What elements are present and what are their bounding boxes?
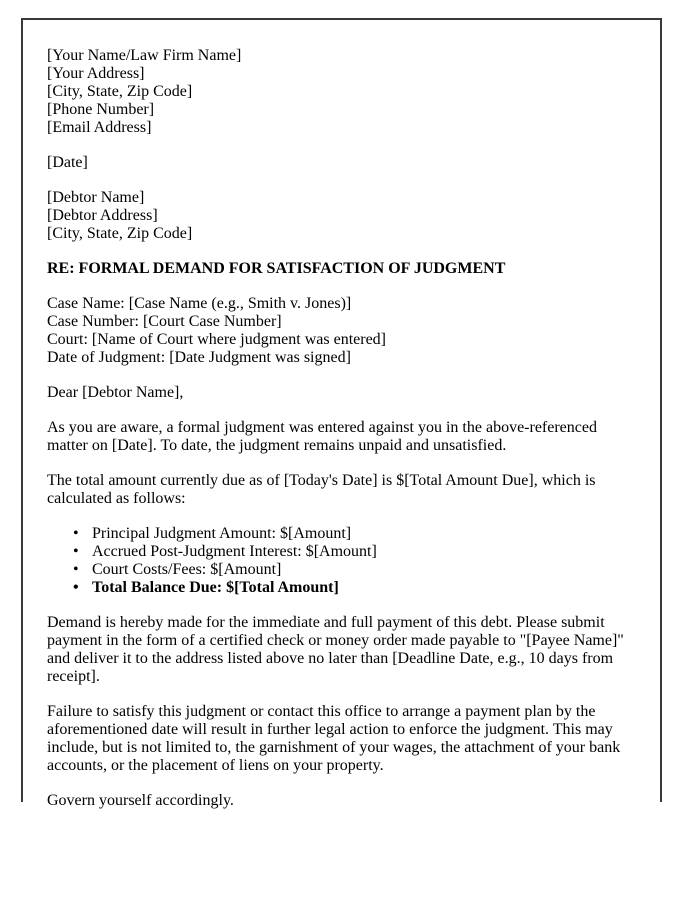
case-number-line: Case Number: [Court Case Number]	[47, 313, 282, 330]
list-item-text: Principal Judgment Amount: $[Amount]	[92, 525, 352, 542]
sender-city-line: [City, State, Zip Code]	[47, 83, 193, 100]
subject-line: RE: FORMAL DEMAND FOR SATISFACTION OF JUDGMENT	[47, 260, 506, 277]
list-item-text: Total Balance Due: $[Total Amount]	[92, 579, 339, 596]
list-item-text: Accrued Post-Judgment Interest: $[Amount]	[92, 543, 377, 560]
paragraph-closing: Govern yourself accordingly.	[47, 792, 234, 809]
list-item-court-costs	[47, 561, 627, 579]
debtor-city-line: [City, State, Zip Code]	[47, 225, 193, 242]
sender-phone-line: [Phone Number]	[47, 101, 155, 118]
bullet-icon: •	[73, 525, 79, 542]
date-line: [Date]	[47, 154, 88, 171]
debtor-address-line: [Debtor Address]	[47, 207, 158, 224]
date-of-judgment-line: Date of Judgment: [Date Judgment was signed]	[47, 349, 351, 366]
bullet-icon: •	[73, 561, 79, 578]
list-item-interest	[47, 543, 627, 561]
sender-name-line: [Your Name/Law Firm Name]	[47, 47, 242, 64]
sender-email-line: [Email Address]	[47, 119, 152, 136]
paragraph-failure-warning: Failure to satisfy this judgment or contact this office to arrange a payment plan by the aforementioned date will result in further legal action to enforce the judgment. This may include, but is not limited to, the garnishment of your wages, the attachment of your bank accounts, or the placement of liens on your property.	[47, 703, 621, 774]
salutation: Dear [Debtor Name],	[47, 384, 184, 401]
case-name-line: Case Name: [Case Name (e.g., Smith v. Jones)]	[47, 295, 352, 312]
amount-breakdown-list	[47, 525, 627, 597]
list-item-total-balance	[47, 579, 627, 597]
debtor-name-line: [Debtor Name]	[47, 189, 145, 206]
case-details-block	[47, 295, 627, 367]
bullet-icon: •	[73, 579, 79, 596]
recipient-address-block	[47, 189, 627, 243]
paragraph-demand: Demand is hereby made for the immediate and full payment of this debt. Please submit payment in the form of a certified check or money order made payable to "[Payee Name]" and deliver it to the address listed above no later than [Deadline Date, e.g., 10 days from receipt].	[47, 614, 624, 685]
sender-address-line: [Your Address]	[47, 65, 145, 82]
letter-document	[21, 18, 662, 809]
court-line: Court: [Name of Court where judgment was entered]	[47, 331, 387, 348]
sender-address-block	[47, 47, 627, 137]
list-item-principal	[47, 525, 627, 543]
paragraph-total-due: The total amount currently due as of [Today's Date] is $[Total Amount Due], which is calculated as follows:	[47, 472, 596, 507]
bullet-icon: •	[73, 543, 79, 560]
paragraph-judgment-entered: As you are aware, a formal judgment was entered against you in the above-referenced matter on [Date]. To date, the judgment remains unpaid and unsatisfied.	[47, 419, 597, 454]
list-item-text: Court Costs/Fees: $[Amount]	[92, 561, 282, 578]
